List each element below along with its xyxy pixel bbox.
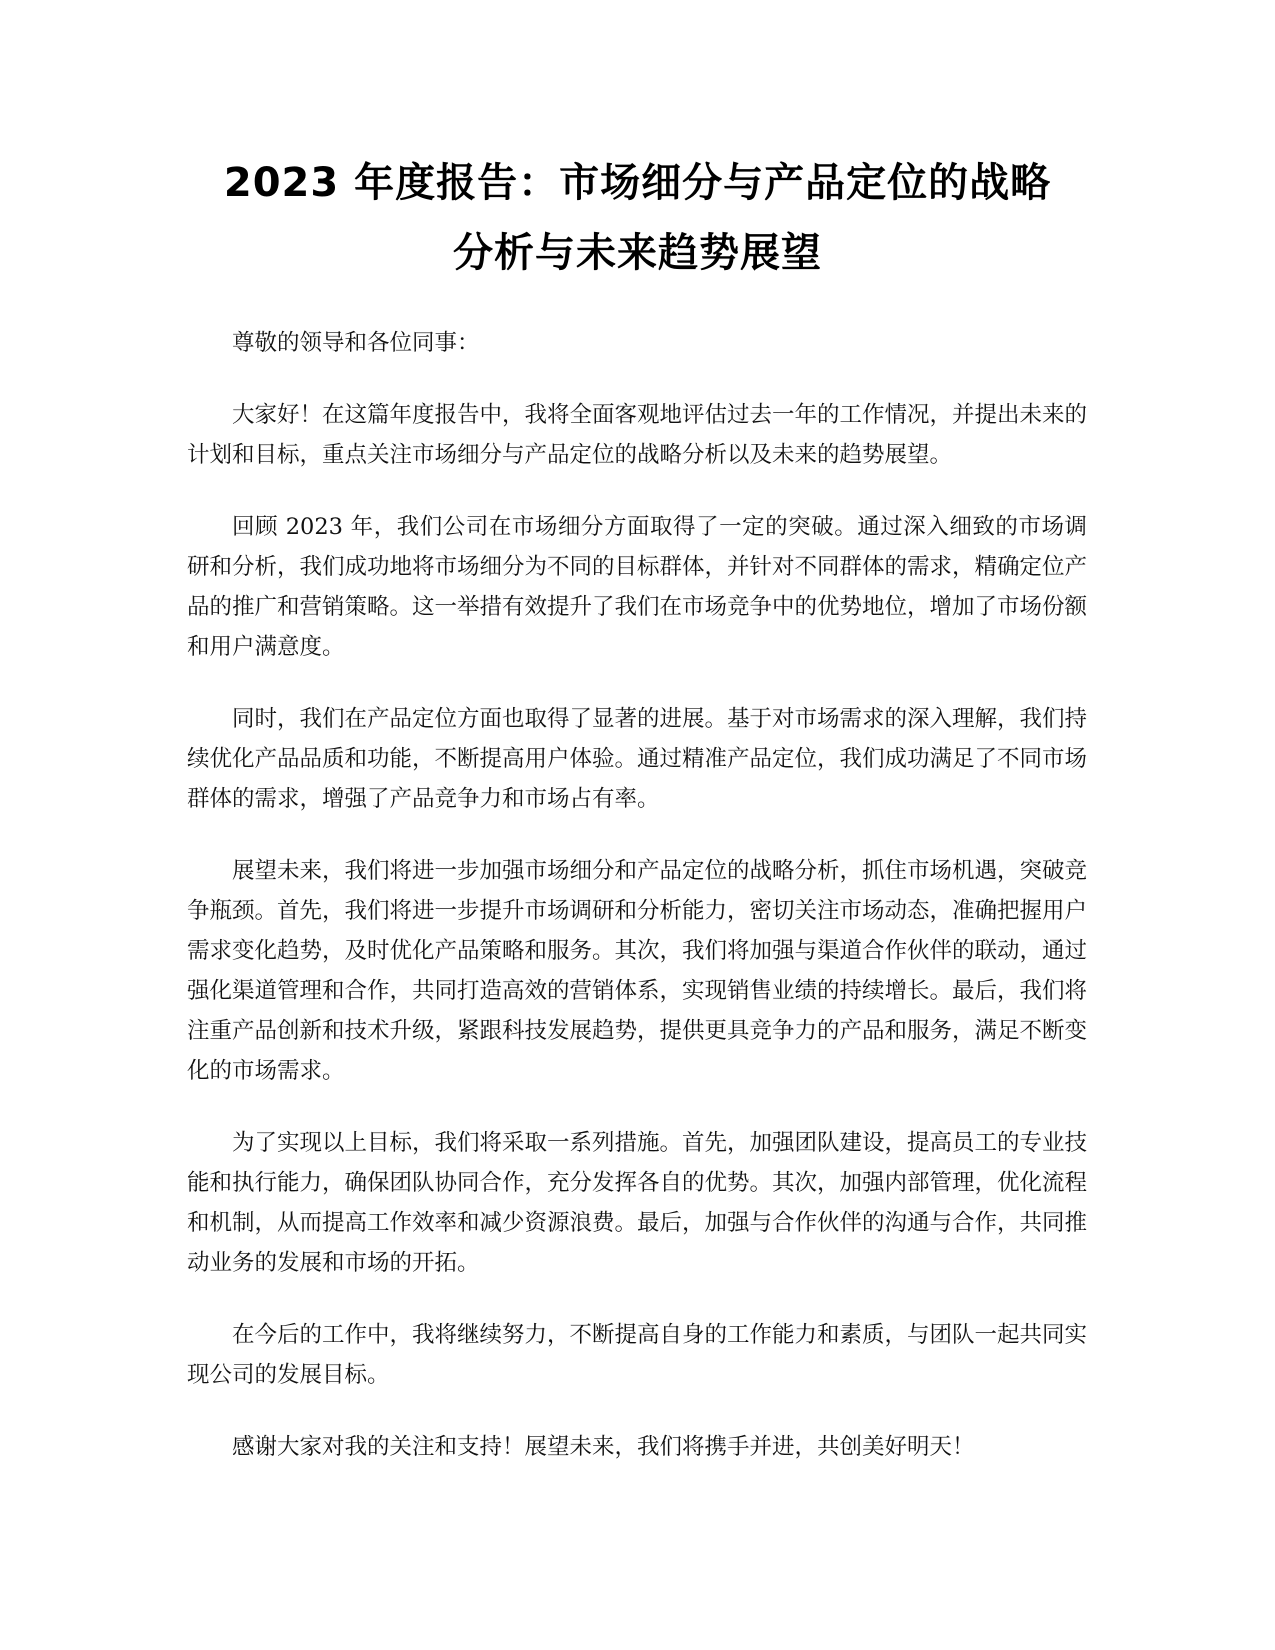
closing-remark: 感谢大家对我的关注和支持！展望未来，我们将携手并进，共创美好明天！ bbox=[232, 1434, 975, 1460]
paragraph-measures: 为了实现以上目标，我们将采取一系列措施。首先，加强团队建设，提高员工的专业技能和执行能力，确保团队协同合作，充分发挥各自的优势。其次，加强内部管理，优化流程和机制，从而提高工作效率和减少资源浪费。最后，加强与合作伙伴的沟通与合作，共同推动业务的发展和市场的开拓。 bbox=[187, 1130, 1088, 1276]
title-line-2: 分析与未来趋势展望 bbox=[453, 230, 822, 276]
title-line-1: 2023 年度报告：市场细分与产品定位的战略 bbox=[223, 160, 1052, 206]
document-title bbox=[180, 148, 1095, 288]
paragraph-outlook: 展望未来，我们将进一步加强市场细分和产品定位的战略分析，抓住市场机遇，突破竞争瓶颈。首先，我们将进一步提升市场调研和分析能力，密切关注市场动态，准确把握用户需求变化趋势，及时优化产品策略和服务。其次，我们将加强与渠道合作伙伴的联动，通过强化渠道管理和合作，共同打造高效的营销体系，实现销售业绩的持续增长。最后，我们将注重产品创新和技术升级，紧跟科技发展趋势，提供更具竞争力的产品和服务，满足不断变化的市场需求。 bbox=[187, 858, 1088, 1084]
paragraph-review: 回顾 2023 年，我们公司在市场细分方面取得了一定的突破。通过深入细致的市场调研和分析，我们成功地将市场细分为不同的目标群体，并针对不同群体的需求，精确定位产品的推广和营销策略。这一举措有效提升了我们在市场竞争中的优势地位，增加了市场份额和用户满意度。 bbox=[187, 514, 1088, 660]
paragraph-positioning: 同时，我们在产品定位方面也取得了显著的进展。基于对市场需求的深入理解，我们持续优化产品品质和功能，不断提高用户体验。通过精准产品定位，我们成功满足了不同市场群体的需求，增强了产品竞争力和市场占有率。 bbox=[187, 706, 1088, 812]
paragraph-commitment: 在今后的工作中，我将继续努力，不断提高自身的工作能力和素质，与团队一起共同实现公司的发展目标。 bbox=[187, 1322, 1088, 1388]
paragraph-intro: 大家好！在这篇年度报告中，我将全面客观地评估过去一年的工作情况，并提出未来的计划和目标，重点关注市场细分与产品定位的战略分析以及未来的趋势展望。 bbox=[187, 402, 1088, 468]
salutation: 尊敬的领导和各位同事： bbox=[232, 330, 480, 356]
document-body bbox=[187, 323, 1087, 1499]
